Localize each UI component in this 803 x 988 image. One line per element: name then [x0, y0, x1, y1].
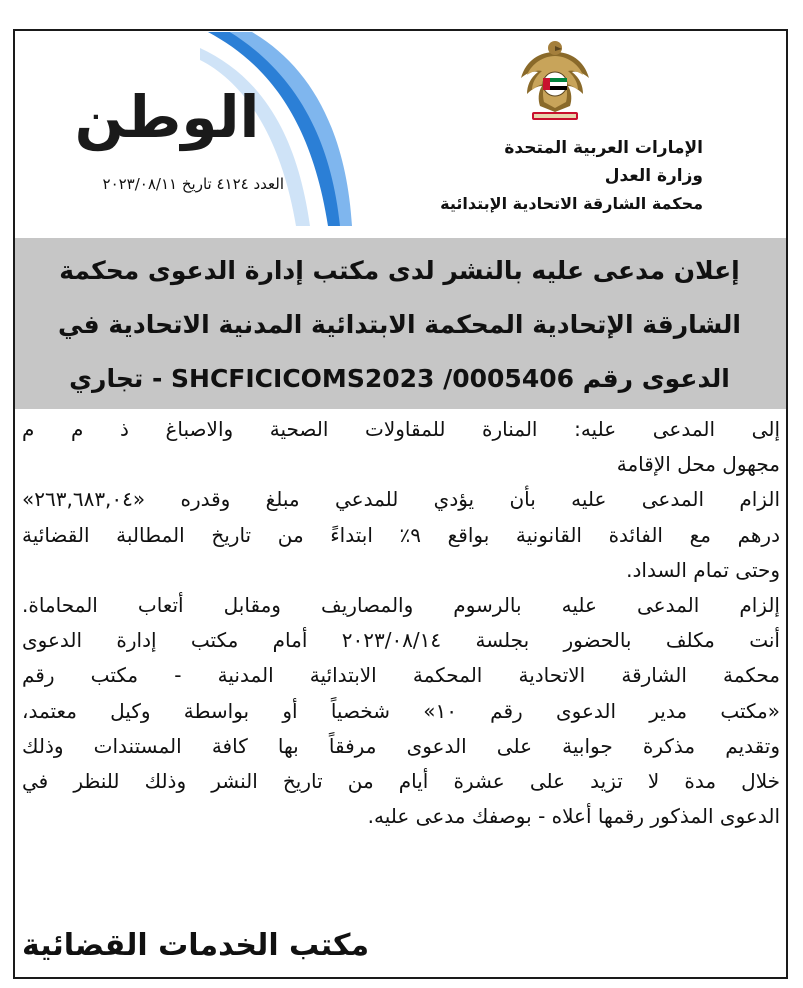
government-header: [383, 134, 703, 218]
body-line: إلزام المدعى عليه بالرسوم والمصاريف ومقابل أتعاب المحاماة.: [22, 593, 780, 618]
court-name: محكمة الشارقة الاتحادية الإبتدائية: [440, 194, 703, 213]
body-line: الدعوى المذكور رقمها أعلاه - بوصفك مدعى عليه.: [367, 804, 780, 829]
uae-emblem-icon: [518, 38, 592, 124]
body-line: وتقديم مذكرة جوابية على الدعوى مرفقاً بها كافة المستندات وذلك: [22, 733, 780, 758]
title-line: الشارقة الإتحادية المحكمة الابتدائية المدنية الاتحادية في: [58, 310, 741, 339]
body-line: «مكتب مدير الدعوى رقم ١٠» شخصياً أو بواسطة وكيل معتمد،: [22, 698, 781, 723]
issue-info: العدد ٤١٢٤ تاريخ ٢٠٢٣/٠٨/١١: [102, 175, 284, 193]
body-line: خلال مدة لا تزيد على عشرة أيام من تاريخ النشر وذلك للنظر في: [22, 769, 780, 794]
body-line: محكمة الشارقة الاتحادية المحكمة الابتدائية المدنية - مكتب رقم: [22, 663, 780, 688]
notice-body: [22, 412, 780, 834]
body-line: أنت مكلف بالحضور بجلسة ٢٠٢٣/٠٨/١٤ أمام مكتب إدارة الدعوى: [22, 628, 780, 653]
body-line: وحتى تمام السداد.: [626, 557, 780, 582]
body-line: الزام المدعى عليه بأن يؤدي للمدعي مبلغ وقدره «٢٦٣,٦٨٣,٠٤»: [22, 487, 780, 512]
body-line: درهم مع الفائدة القانونية بواقع ٩٪ ابتداءً من تاريخ المطالبة القضائية: [22, 522, 780, 547]
title-line: إعلان مدعى عليه بالنشر لدى مكتب إدارة الدعوى محكمة: [59, 256, 740, 285]
body-line: مجهول محل الإقامة: [616, 452, 780, 477]
body-line: إلى المدعى عليه: المنارة للمقاولات الصحية والاصباغ ذ م م: [22, 417, 780, 441]
ministry-name: وزارة العدل: [604, 166, 703, 186]
notice-title: [15, 238, 786, 409]
country-name: الإمارات العربية المتحدة: [504, 138, 703, 158]
signature: مكتب الخدمات القضائية: [22, 928, 370, 963]
newspaper-name: الوطن: [74, 83, 260, 151]
title-line: الدعوى رقم SHCFICICOMS2023 /0005406 - تجاري: [69, 364, 730, 393]
